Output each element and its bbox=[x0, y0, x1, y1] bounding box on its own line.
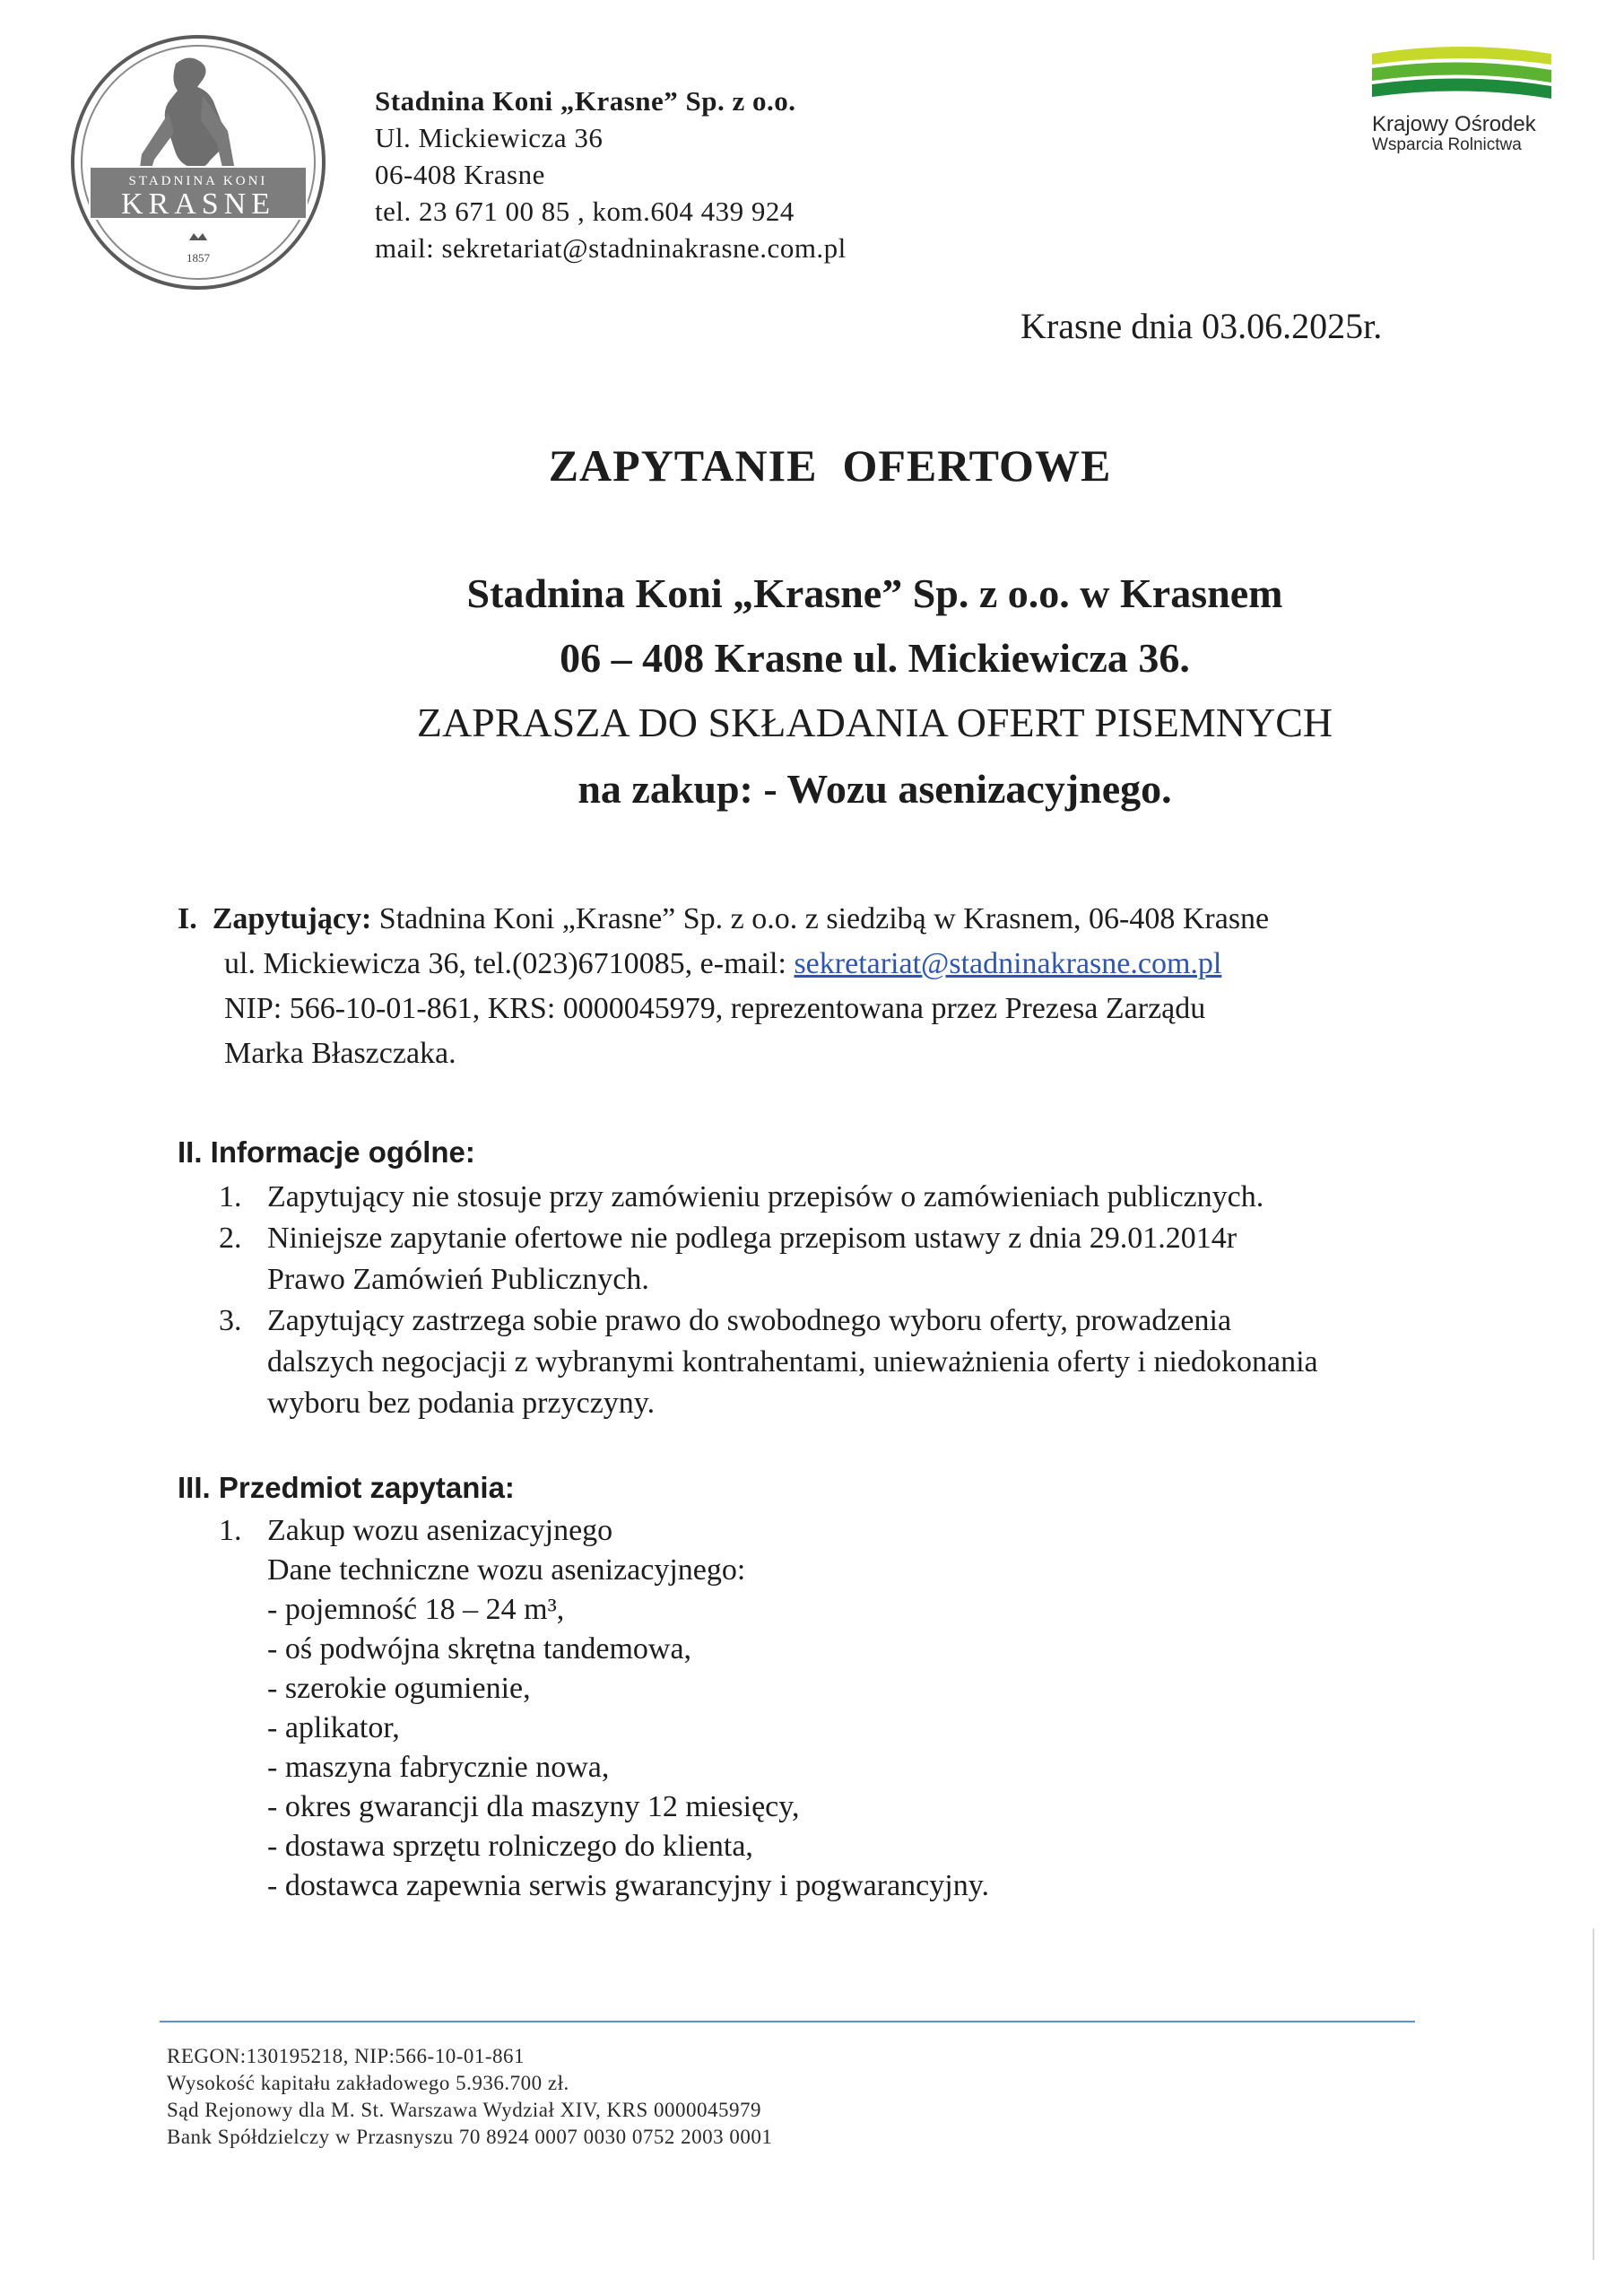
company-mail: mail: sekretariat@stadninakrasne.com.pl bbox=[375, 232, 847, 264]
section-inquirer-number: I. bbox=[178, 902, 197, 935]
intro-line-2: 06 – 408 Krasne ul. Mickiewicza 36. bbox=[560, 635, 1190, 681]
section-general-info bbox=[178, 1132, 1318, 1424]
section-subject-heading: III. Przedmiot zapytania: bbox=[178, 1471, 515, 1504]
section-general-info-heading: II. Informacje ogólne: bbox=[178, 1135, 475, 1169]
logo-text-top: STADNINA KONI bbox=[128, 174, 268, 188]
footer-line-bank: Bank Spółdzielczy w Przasnyszu 70 8924 0007 0030 0752 2003 0001 bbox=[167, 2126, 773, 2148]
subject-list bbox=[178, 1511, 989, 1906]
scan-edge-line bbox=[1593, 1928, 1594, 2260]
list-item bbox=[178, 1300, 1318, 1424]
spec-line: - oś podwójna skrętna tandemowa, bbox=[267, 1632, 692, 1665]
section-inquirer-heading: Zapytujący: bbox=[212, 902, 372, 935]
list-item bbox=[178, 1511, 989, 1906]
general-info-list bbox=[178, 1177, 1318, 1424]
section-subject bbox=[178, 1468, 989, 1906]
list-item-number: 1. bbox=[219, 1514, 242, 1547]
intro-line-4: na zakup: - Wozu asenizacyjnego. bbox=[578, 766, 1172, 812]
company-address-block bbox=[375, 83, 847, 266]
company-street: Ul. Mickiewicza 36 bbox=[375, 122, 604, 153]
title-word-2: OFERTOWE bbox=[842, 440, 1112, 491]
tech-data-heading: Dane techniczne wozu asenizacyjnego: bbox=[267, 1553, 746, 1587]
list-item bbox=[178, 1218, 1318, 1300]
footer-line-regon: REGON:130195218, NIP:566-10-01-861 bbox=[167, 2045, 525, 2067]
company-phone: tel. 23 671 00 85 , kom.604 439 924 bbox=[375, 196, 795, 227]
kowr-logo bbox=[1372, 45, 1551, 155]
footer-line-capital: Wysokość kapitału zakładowego 5.936.700 zł. bbox=[167, 2072, 569, 2094]
kowr-name-line2: Wsparcia Rolnictwa bbox=[1372, 135, 1522, 154]
list-item-line: Niniejsze zapytanie ofertowe nie podlega przepisom ustawy z dnia 29.01.2014r bbox=[267, 1222, 1238, 1255]
stud-farm-logo bbox=[68, 32, 328, 300]
footer-divider bbox=[160, 2021, 1415, 2022]
horse-rider-emblem-icon bbox=[68, 32, 328, 300]
section-inquirer-line-4: Marka Błaszczaka. bbox=[224, 1037, 456, 1070]
document-date: Krasne dnia 03.06.2025r. bbox=[1020, 306, 1383, 346]
section-inquirer-line-1 bbox=[178, 897, 1269, 942]
section-inquirer bbox=[178, 897, 1269, 1076]
section-inquirer-line-2 bbox=[178, 942, 1269, 987]
spec-line: - okres gwarancji dla maszyny 12 miesięcy, bbox=[267, 1790, 800, 1823]
kowr-name-line1: Krajowy Ośrodek bbox=[1372, 112, 1536, 136]
title-word-1: ZAPYTANIE bbox=[548, 440, 818, 491]
list-item-line: dalszych negocjacji z wybranymi kontrahentami, unieważnienia oferty i niedokonania bbox=[267, 1345, 1318, 1378]
section-inquirer-text-1: Stadnina Koni „Krasne” Sp. z o.o. z siedzibą w Krasnem, 06-408 Krasne bbox=[371, 902, 1270, 935]
logo-year: 1857 bbox=[187, 251, 210, 265]
subject-title: Zakup wozu asenizacyjnego bbox=[267, 1514, 613, 1547]
spec-line: - dostawa sprzętu rolniczego do klienta, bbox=[267, 1830, 753, 1863]
spec-line: - aplikator, bbox=[267, 1711, 400, 1744]
document-title bbox=[0, 439, 1624, 491]
list-item-number: 1. bbox=[219, 1180, 242, 1213]
spec-line: - dostawca zapewnia serwis gwarancyjny i pogwarancyjny. bbox=[267, 1869, 989, 1902]
list-item-line: Zapytujący nie stosuje przy zamówieniu przepisów o zamówieniach publicznych. bbox=[267, 1180, 1264, 1213]
footer-registration-info bbox=[167, 2043, 772, 2151]
footer-line-court: Sąd Rejonowy dla M. St. Warszawa Wydział XIV, KRS 0000045979 bbox=[167, 2099, 762, 2121]
section-inquirer-line-3: NIP: 566-10-01-861, KRS: 0000045979, reprezentowana przez Prezesa Zarządu bbox=[224, 992, 1206, 1025]
list-item bbox=[178, 1177, 1318, 1218]
email-link[interactable]: sekretariat@stadninakrasne.com.pl bbox=[794, 947, 1222, 980]
list-item-number: 2. bbox=[219, 1222, 242, 1255]
intro-line-3: ZAPRASZA DO SKŁADANIA OFERT PISEMNYCH bbox=[416, 700, 1333, 745]
logo-text-main: KRASNE bbox=[120, 187, 276, 221]
list-item-number: 3. bbox=[219, 1304, 242, 1337]
list-item-line: Prawo Zamówień Publicznych. bbox=[267, 1263, 649, 1296]
kowr-field-stripes-icon bbox=[1372, 45, 1551, 100]
section-inquirer-address: ul. Mickiewicza 36, tel.(023)6710085, e-mail: bbox=[224, 947, 795, 980]
company-name: Stadnina Koni „Krasne” Sp. z o.o. bbox=[375, 85, 796, 117]
spec-line: - maszyna fabrycznie nowa, bbox=[267, 1751, 610, 1784]
company-postal: 06-408 Krasne bbox=[375, 159, 545, 190]
spec-line: - pojemność 18 – 24 m³, bbox=[267, 1593, 565, 1626]
list-item-line: Zapytujący zastrzega sobie prawo do swobodnego wyboru oferty, prowadzenia bbox=[267, 1304, 1232, 1337]
list-item-line: wyboru bez podania przyczyny. bbox=[267, 1387, 656, 1420]
spec-line: - szerokie ogumienie, bbox=[267, 1672, 531, 1705]
intro-line-1: Stadnina Koni „Krasne” Sp. z o.o. w Krasnem bbox=[466, 570, 1283, 616]
